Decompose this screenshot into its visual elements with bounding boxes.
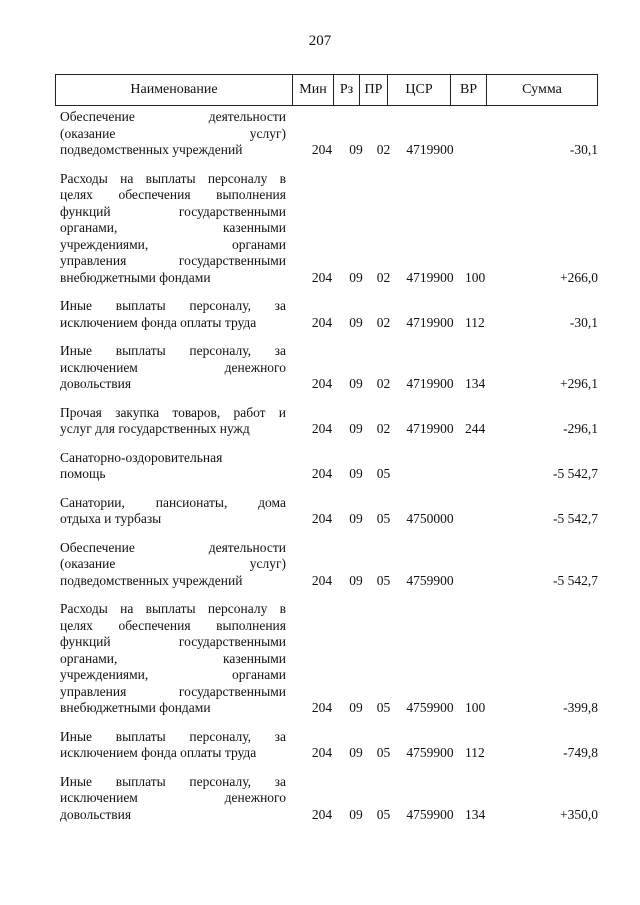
row-name-line: Иные выплаты персоналу, за [60, 773, 286, 789]
row-rz: 09 [349, 700, 363, 715]
table-row [60, 601, 598, 717]
row-pr: 05 [376, 745, 391, 760]
row-name-line: довольствия [60, 806, 132, 822]
row-name [60, 171, 286, 287]
row-pr: 05 [376, 466, 391, 481]
table-row [60, 729, 598, 762]
row-csr: 4719900 [406, 269, 454, 285]
row-name-line: (оказание услуг) [60, 125, 286, 141]
row-rz: 09 [349, 806, 363, 822]
row-name [60, 109, 286, 159]
row-rz: 09 [349, 142, 363, 157]
row-name-line: Расходы на выплаты персоналу в [60, 601, 286, 616]
row-sum: -5 542,7 [553, 466, 598, 481]
row-name-line: функций государственными [60, 203, 286, 219]
table-row [60, 540, 598, 590]
row-name-line: довольствия [60, 376, 132, 391]
row-csr: 4750000 [406, 511, 454, 526]
row-name-line: целях обеспечения выполнения [60, 617, 286, 633]
table-row [60, 495, 598, 528]
row-rz: 09 [349, 745, 363, 760]
table-row [60, 450, 598, 483]
row-pr: 05 [376, 806, 391, 822]
row-sum: -749,8 [563, 745, 598, 760]
row-pr: 05 [376, 511, 391, 526]
row-vr: 244 [465, 421, 486, 436]
row-name [60, 298, 286, 331]
row-pr: 02 [376, 142, 391, 157]
row-vr: 100 [465, 700, 486, 715]
row-vr: 134 [465, 376, 486, 391]
row-name-line: Иные выплаты персоналу, за [60, 343, 286, 358]
row-rz: 09 [349, 314, 363, 330]
row-vr [461, 573, 491, 590]
header-rz: Рз [334, 75, 360, 105]
row-pr: 02 [376, 314, 391, 330]
row-name-line: Прочая закупка товаров, работ и [60, 404, 286, 420]
row-min: 204 [311, 466, 333, 481]
row-name-line: подведомственных учреждений [60, 142, 243, 157]
row-csr: 4759900 [406, 572, 454, 588]
row-name-line: Обеспечение деятельности [60, 109, 286, 124]
row-sum: +266,0 [560, 269, 598, 285]
row-min: 204 [311, 511, 333, 526]
row-vr: 100 [465, 269, 486, 285]
row-min: 204 [311, 745, 333, 760]
table-row [60, 298, 598, 331]
row-vr: 112 [465, 745, 485, 760]
row-csr [399, 466, 461, 483]
row-min: 204 [311, 572, 333, 588]
row-name-line: Иные выплаты персоналу, за [60, 298, 286, 313]
row-name-line: внебюджетными фондами [60, 700, 211, 715]
row-min: 204 [311, 376, 333, 391]
row-csr: 4719900 [406, 376, 454, 391]
row-name-line: исключением денежного [60, 790, 286, 805]
row-name-line: учреждениями, органами [60, 667, 286, 682]
table-row [60, 343, 598, 393]
row-name-line: управления государственными [60, 253, 286, 268]
row-vr [461, 466, 491, 483]
row-name [60, 450, 286, 483]
row-pr: 05 [376, 572, 391, 588]
row-name-line: услуг для государственных нужд [60, 421, 250, 436]
row-name-line: управления государственными [60, 683, 286, 699]
row-name [60, 540, 286, 590]
row-name-line: Санатории, пансионаты, дома [60, 494, 286, 510]
row-csr: 4759900 [406, 745, 454, 760]
row-vr: 134 [465, 806, 486, 822]
row-csr: 4719900 [406, 142, 454, 157]
row-name-line: органами, казенными [60, 650, 286, 666]
row-name [60, 729, 286, 762]
row-sum: -399,8 [563, 700, 598, 715]
table-row [60, 774, 598, 824]
row-min: 204 [311, 142, 333, 157]
row-name-line: Обеспечение деятельности [60, 539, 286, 555]
row-name [60, 495, 286, 528]
row-sum: +350,0 [560, 806, 598, 822]
row-sum: -5 542,7 [553, 511, 598, 526]
row-rz: 09 [349, 466, 363, 481]
header-csr: ЦСР [388, 75, 451, 105]
row-sum: -30,1 [569, 314, 598, 330]
table-row [60, 171, 598, 287]
table-body [60, 109, 598, 835]
row-pr: 02 [376, 269, 391, 285]
row-pr: 02 [376, 421, 391, 436]
row-name-line: Санаторно-оздоровительная [60, 449, 223, 465]
row-name-line: (оказание услуг) [60, 556, 286, 571]
row-sum: -5 542,7 [553, 572, 598, 588]
row-name-line: целях обеспечения выполнения [60, 187, 286, 202]
row-vr [461, 142, 491, 159]
row-name [60, 343, 286, 393]
row-name-line: помощь [60, 466, 106, 481]
row-csr: 4719900 [406, 421, 454, 436]
row-name [60, 601, 286, 717]
row-min: 204 [311, 314, 333, 330]
row-sum: -296,1 [563, 421, 598, 436]
row-name-line: внебюджетными фондами [60, 269, 211, 285]
row-name-line: функций государственными [60, 634, 286, 649]
header-sum: Сумма [522, 82, 562, 97]
header-min: Мин [293, 75, 334, 105]
row-name-line: исключением фонда оплаты труда [60, 314, 257, 330]
row-min: 204 [311, 269, 333, 285]
row-vr [461, 511, 491, 528]
row-rz: 09 [349, 511, 363, 526]
row-min: 204 [311, 806, 333, 822]
row-name-line: исключением денежного [60, 359, 286, 375]
row-name [60, 774, 286, 824]
row-name-line: учреждениями, органами [60, 236, 286, 252]
row-pr: 02 [376, 376, 391, 391]
row-name-line: исключением фонда оплаты труда [60, 745, 257, 760]
header-vr: ВР [451, 75, 487, 105]
page-number: 207 [308, 33, 332, 49]
row-rz: 09 [349, 376, 363, 391]
row-rz: 09 [349, 572, 363, 588]
row-rz: 09 [349, 269, 363, 285]
row-sum: -30,1 [569, 142, 598, 157]
row-csr: 4759900 [406, 806, 454, 822]
table-header [55, 74, 598, 106]
row-name-line: подведомственных учреждений [60, 572, 243, 588]
header-name: Наименование [56, 75, 293, 105]
row-rz: 09 [349, 421, 363, 436]
row-sum: +296,1 [560, 376, 598, 391]
row-name-line: органами, казенными [60, 220, 286, 235]
row-csr: 4759900 [406, 700, 454, 715]
row-min: 204 [311, 421, 333, 436]
table-row [60, 109, 598, 159]
table-row [60, 405, 598, 438]
row-name-line: Иные выплаты персоналу, за [60, 728, 286, 744]
header-pr: ПР [360, 75, 388, 105]
row-csr: 4719900 [406, 314, 454, 330]
row-name [60, 405, 286, 438]
row-name-line: отдыха и турбазы [60, 511, 162, 526]
row-name-line: Расходы на выплаты персоналу в [60, 170, 286, 186]
row-pr: 05 [376, 700, 391, 715]
row-vr: 112 [465, 314, 485, 330]
row-min: 204 [311, 700, 333, 715]
